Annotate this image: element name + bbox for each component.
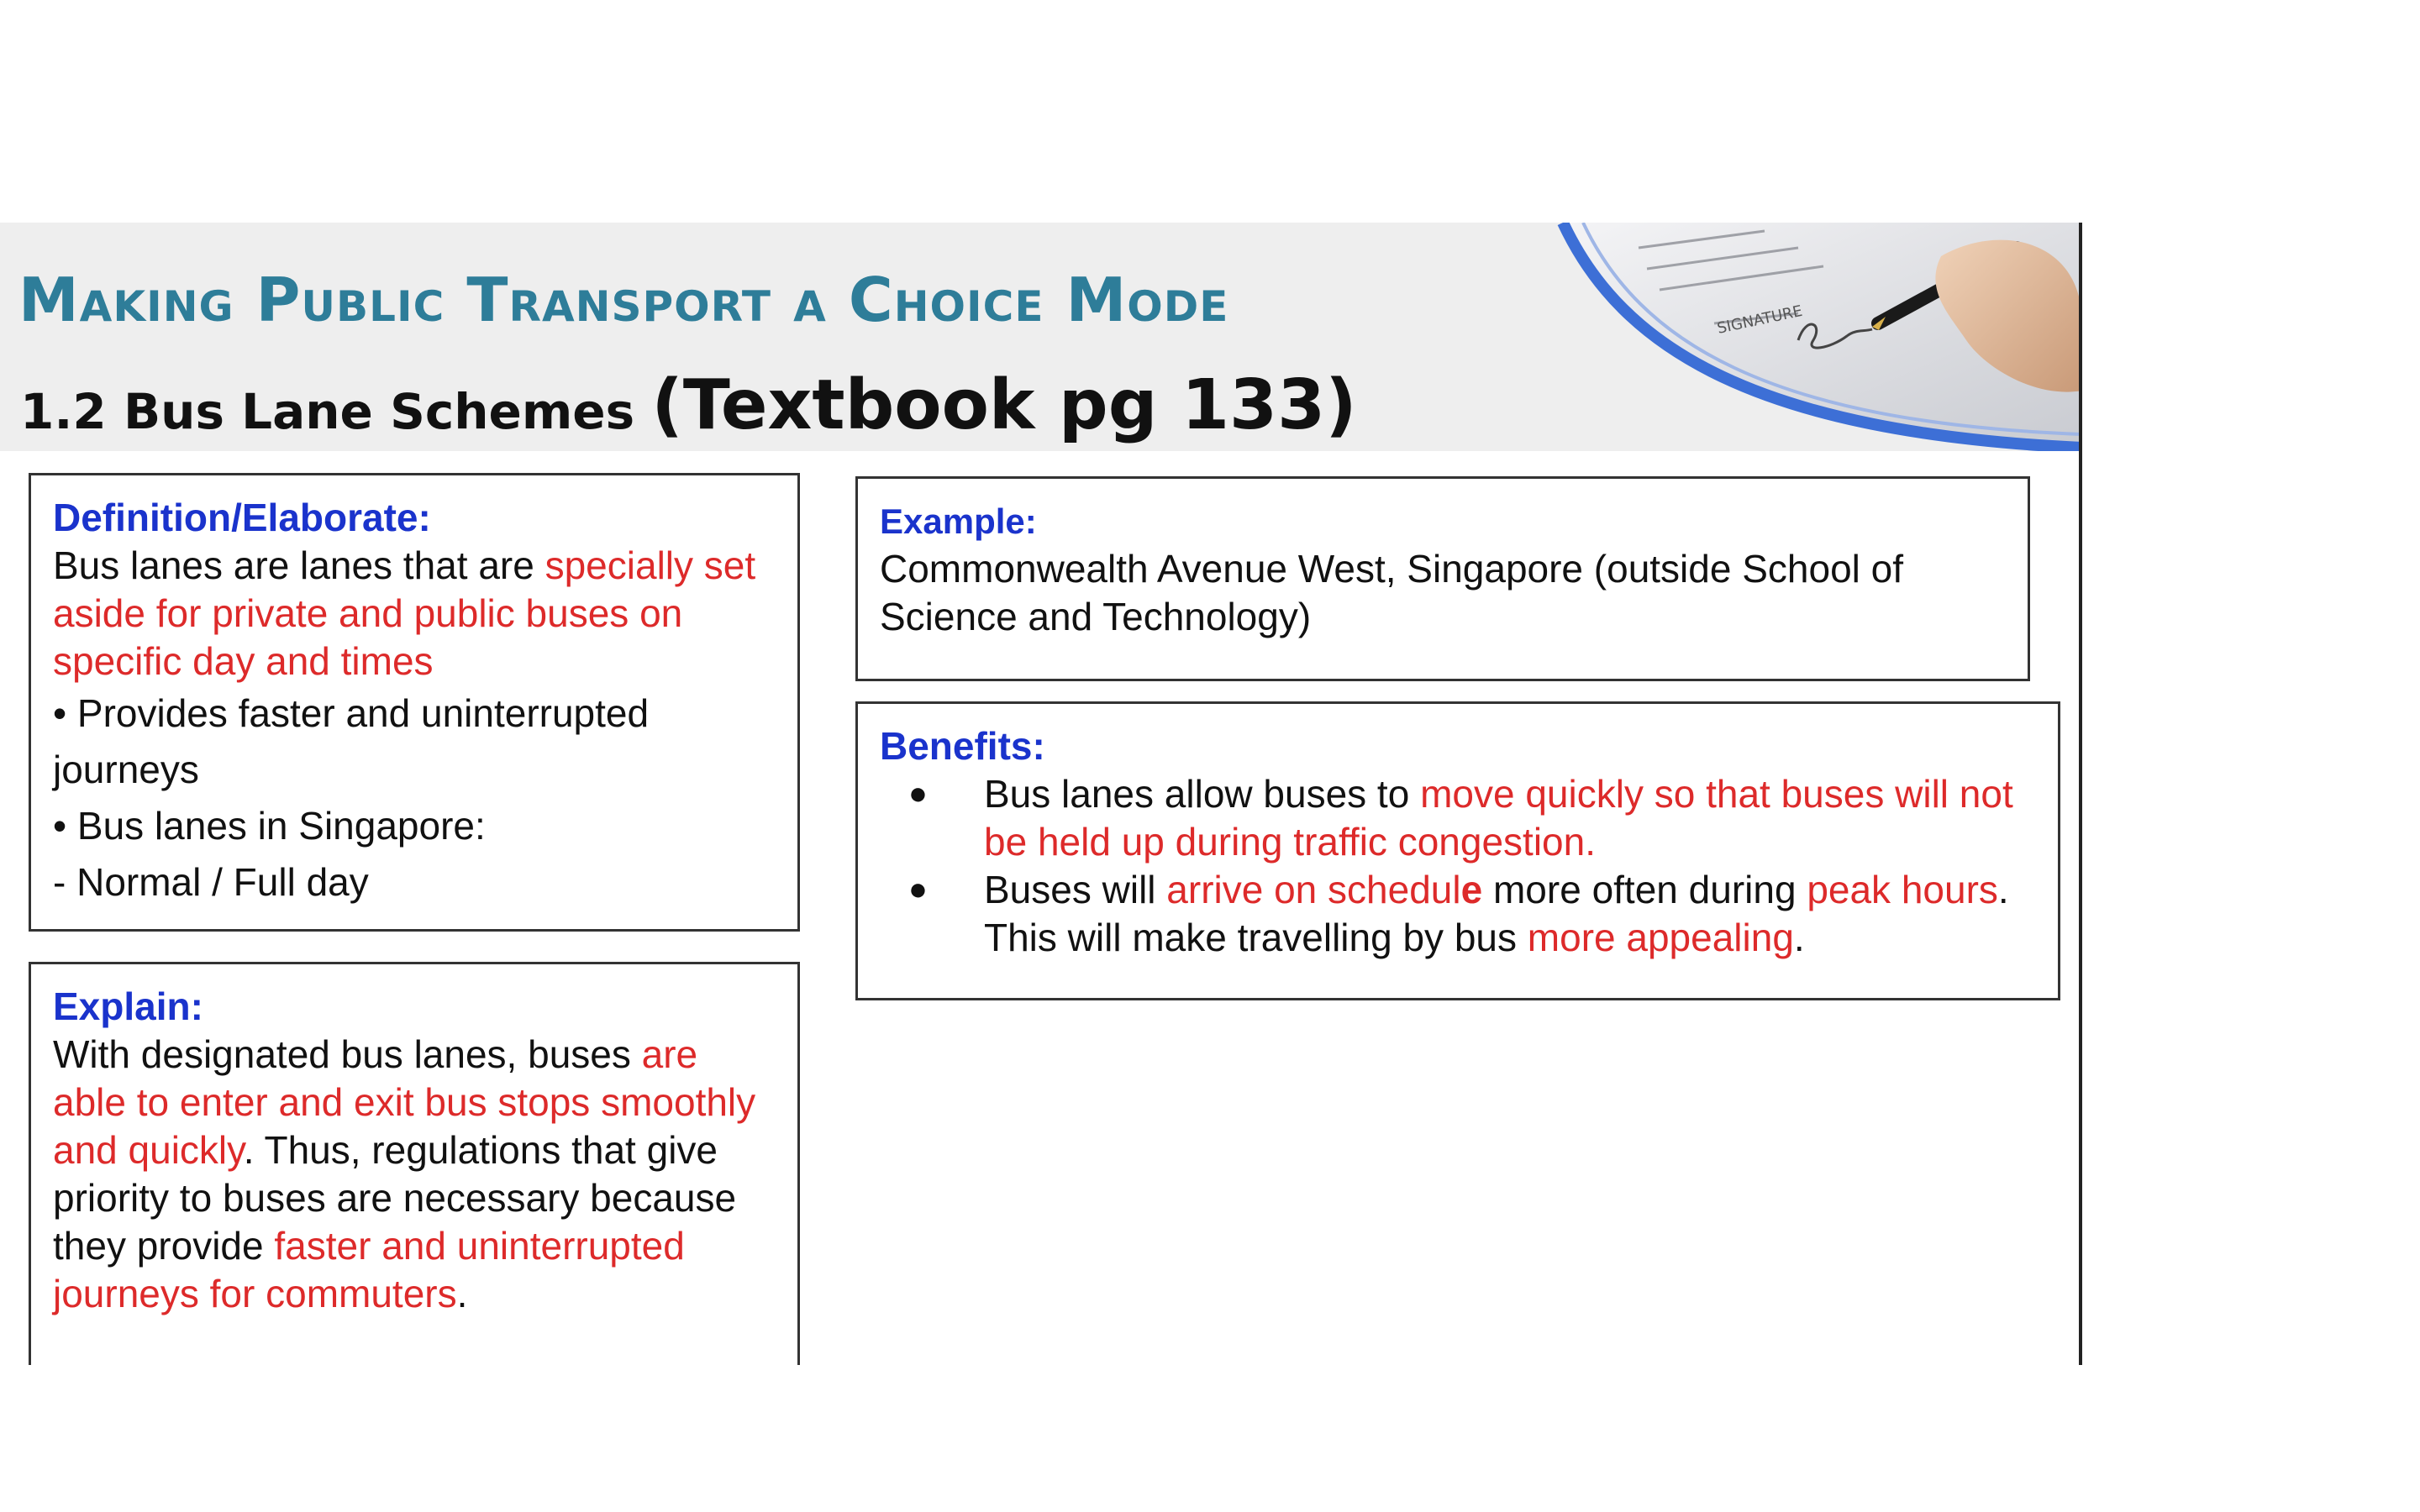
explain-heading: Explain: bbox=[53, 984, 203, 1028]
signature-pen-image bbox=[1546, 223, 2082, 451]
definition-text-highlight: specially set aside for private and public buses on specific day and times bbox=[53, 543, 756, 683]
definition-text-plain: Bus lanes are lanes that are bbox=[53, 543, 545, 587]
benefit-2-part4: . bbox=[1793, 916, 1805, 959]
benefit-2-highlight3: more appealing bbox=[1527, 916, 1794, 959]
example-heading: Example: bbox=[880, 501, 1037, 541]
benefits-box bbox=[855, 701, 2060, 1000]
definition-box bbox=[29, 473, 800, 932]
benefit-2-highlight2: peak hours bbox=[1807, 868, 1998, 911]
benefit-item-on-schedule bbox=[880, 866, 2036, 962]
explain-box bbox=[29, 962, 800, 1365]
subtitle-reference: (Textbook pg 133) bbox=[651, 365, 1357, 445]
definition-heading: Definition/Elaborate: bbox=[53, 496, 431, 539]
definition-bullet-faster: • Provides faster and uninterrupted journeys bbox=[53, 691, 650, 791]
benefit-2-highlight1: arrive on schedul bbox=[1166, 868, 1461, 911]
subtitle-topic: 1.2 Bus Lane Schemes bbox=[20, 383, 652, 440]
signature-label: SIGNATURE bbox=[1715, 302, 1804, 338]
explain-text-1: With designated bus lanes, buses bbox=[53, 1032, 642, 1076]
example-text: Commonwealth Avenue West, Singapore (outside School of Science and Technology) bbox=[880, 547, 1904, 638]
benefit-2-part1: Buses will bbox=[984, 868, 1167, 911]
definition-text bbox=[53, 542, 776, 685]
slide-title: Making Public Transport a Choice Mode bbox=[18, 265, 1229, 335]
benefit-1-highlight: move quickly so that buses will not be held up during traffic congestion. bbox=[984, 772, 2013, 864]
benefit-1-plain: Bus lanes allow buses to bbox=[984, 772, 1421, 816]
benefits-list bbox=[880, 770, 2036, 962]
slide-subtitle bbox=[20, 365, 1357, 445]
benefit-2-highlight1-end: e bbox=[1460, 868, 1483, 911]
explain-text-4: faster and uninterrupted journeys for commuters bbox=[53, 1224, 685, 1315]
benefit-2-part3: . This will make travelling by bus bbox=[984, 868, 2009, 959]
slide bbox=[0, 223, 2082, 1365]
definition-bullet-singapore: • Bus lanes in Singapore: bbox=[53, 804, 486, 848]
benefit-item-move-quickly bbox=[880, 770, 2036, 866]
benefit-2-part2: more often during bbox=[1482, 868, 1807, 911]
example-box bbox=[855, 476, 2030, 681]
explain-text-2: are able to enter and exit bus stops smoothly and quickly bbox=[53, 1032, 756, 1172]
header-band bbox=[0, 223, 2082, 451]
explain-text-5: . bbox=[456, 1272, 468, 1315]
definition-bullet-normal: - Normal / Full day bbox=[53, 860, 369, 904]
slide-right-edge bbox=[2079, 223, 2082, 1365]
explain-text-3: . Thus, regulations that give priority to buses are necessary because they provide bbox=[53, 1128, 737, 1268]
benefits-heading: Benefits: bbox=[880, 724, 1045, 768]
explain-text bbox=[53, 1031, 776, 1318]
